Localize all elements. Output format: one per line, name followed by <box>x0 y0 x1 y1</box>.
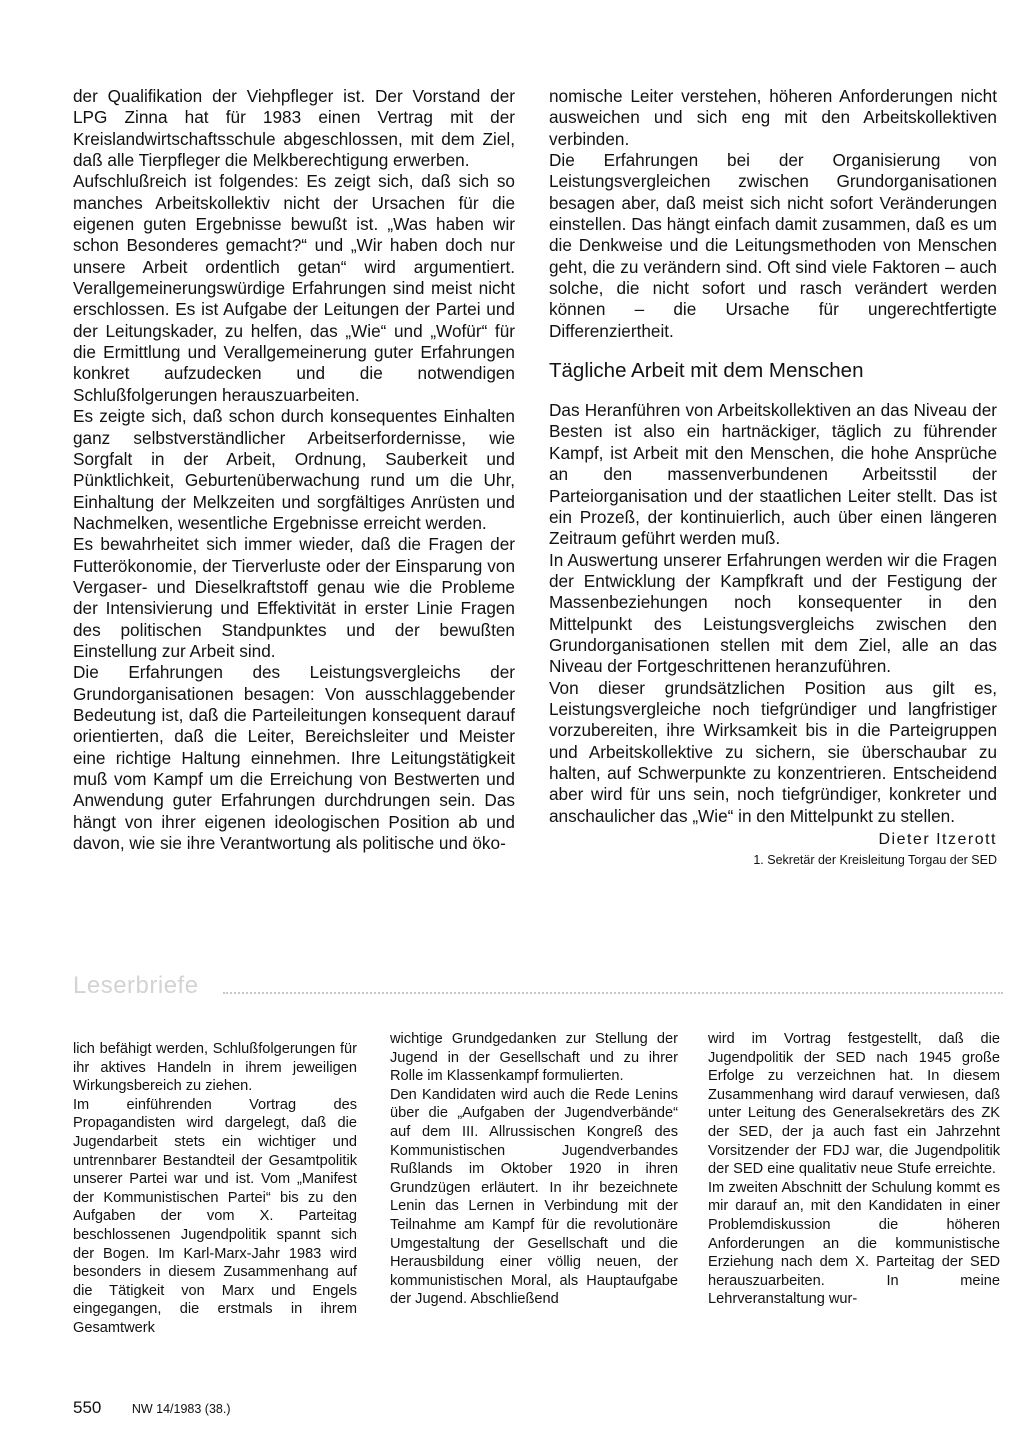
paragraph: Die Erfahrungen des Leistungsvergleichs der Grundorganisationen besagen: Von ausschlaggebender Bedeutung ist, daß die Parteileitungen konsequent darauf orientierten, daß die Leiter, Bereichsleiter und Meister eine richtige Haltung einnehmen. Ihre Leitungstätigkeit muß vom Kampf um die Erreichung von Bestwerten und Anwendung guter Erfahrungen durchdrungen sein. Das hängt von ihrer eigenen ideologischen Position ab und davon, wie sie ihre Verantwortung als politische und öko- <box>73 662 515 854</box>
paragraph: Den Kandidaten wird auch die Rede Lenins über die „Aufgaben der Jugendverbände“ auf dem III. Allrussischen Kongreß des Kommunistischen Jugendverbandes Rußlands im Oktober 1920 in ihren Grundzügen erläutert. In ihr bezeichnete Lenin das Lernen in Verbindung mit der Teilnahme am Kampf für die revolutionäre Umgestaltung der Gesellschaft und die Herausbildung einer völlig neuen, der kommunistischen Moral, als Hauptaufgabe der Jugend. Abschließend <box>390 1086 678 1308</box>
dotted-rule <box>223 992 1003 994</box>
section-divider <box>73 972 1003 1003</box>
paragraph: nomische Leiter verstehen, höheren Anforderungen nicht ausweichen und sich eng mit den Arbeitskollektiven verbinden. <box>549 86 997 149</box>
article-column-right <box>549 86 997 956</box>
issue-reference: NW 14/1983 (38.) <box>131 1402 231 1416</box>
paragraph: wird im Vortrag festgestellt, daß die Jugendpolitik der SED nach 1945 große Erfolge zu verzeichnen hat. In diesem Zusammenhang wird darauf verwiesen, daß unter Leitung des Generalsekretärs des ZK der SED, der ja auch fast ein Jahrzehnt Vorsitzender der FDJ war, die Jugendpolitik der SED eine qualitativ neue Stufe erreichte. <box>708 1031 1000 1178</box>
section-label: Leserbriefe <box>73 972 199 999</box>
author-role: 1. Sekretär der Kreisleitung Torgau der SED <box>753 853 997 867</box>
page-footer <box>73 1398 231 1418</box>
paragraph: Im einführenden Vortrag des Propagandisten wird dargelegt, daß die Jugendarbeit stets ein wichtiger und untrennbarer Bestandteil der Gesamtpolitik unserer Partei war und ist. Vom „Manifest der Kommunistischen Partei“ bis zu den Aufgaben der vom X. Parteitag beschlossenen Jugendpolitik spannt sich der Bogen. Im Karl-Marx-Jahr 1983 wird besonders in diesem Zusammenhang auf die Tätigkeit von Marx und Engels eingegangen, die erstmals in ihrem Gesamtwerk <box>73 1096 357 1336</box>
article-column-left <box>73 86 515 946</box>
paragraph: Es zeigte sich, daß schon durch konsequentes Einhalten ganz selbstverständlicher Arbeitserfordernisse, wie Sorgfalt in der Arbeit, Ordnung, Sauberkeit und Pünktlichkeit, Geburtenüberwachung rund um die Uhr, Einhaltung der Melkzeiten und sorgfältiges Anrüsten und Nachmelken, wesentliche Ergebnisse erreicht werden. <box>73 406 515 533</box>
paragraph: Das Heranführen von Arbeitskollektiven an das Niveau der Besten ist also ein hartnäckiger, täglich zu führender Kampf, ist Arbeit mit den Menschen, die hohe Ansprüche an den massenverbundenen Arbeitsstil der Parteiorganisation und der staatlichen Leiter stellt. Das ist ein Prozeß, der kontinuierlich, auch über einen längeren Zeitraum geführt werden muß. <box>549 400 997 549</box>
letters-column-1 <box>73 1040 357 1365</box>
paragraph: Im zweiten Abschnitt der Schulung kommt es mir darauf an, mit den Kandidaten in einer Problemdiskussion die höheren Anforderungen an die kommunistische Erziehung nach dem X. Parteitag der SED herauszuarbeiten. In meine Lehrveranstaltung wur- <box>708 1179 1000 1308</box>
paragraph: Aufschlußreich ist folgendes: Es zeigt sich, daß sich so manches Arbeitskollektiv nicht der Ursachen für die eigenen guten Ergebnisse bewußt ist. „Was haben wir schon Besonderes gemacht?“ und „Wir haben doch nur unsere Arbeit ordentlich getan“ wird argumentiert. Verallgemeinerungswürdige Erfahrungen sind meist nicht erschlossen. Es ist Aufgabe der Leitungen der Partei und der Leitungskader, zu helfen, das „Wie“ und „Wofür“ für die Ermittlung und Verallgemeinerung guter Erfahrungen konkret aufzudecken und die notwendigen Schlußfolgerungen herauszuarbeiten. <box>73 171 515 405</box>
letters-column-3 <box>708 1030 1000 1365</box>
paragraph: Die Erfahrungen bei der Organisierung von Leistungsvergleichen zwischen Grundorganisationen besagen aber, daß meist sich nicht sofort Veränderungen einstellen. Das hängt einfach damit zusammen, daß es um die Denkweise und die Leitungsmethoden von Menschen geht, die zu verändern sind. Oft sind viele Faktoren – auch solche, die nicht sofort und rasch verändert werden können – die Ursache für ungerechtfertigte Differenziertheit. <box>549 150 997 341</box>
paragraph: In Auswertung unserer Erfahrungen werden wir die Fragen der Entwicklung der Kampfkraft und der Festigung der Massenbeziehungen noch konsequenter in den Mittelpunkt des Leistungsvergleichs zwischen den Grundorganisationen stellen mit dem Ziel, alle an das Niveau der Fortgeschrittenen heranzuführen. <box>549 549 997 677</box>
paragraph: der Qualifikation der Viehpfleger ist. Der Vorstand der LPG Zinna hat für 1983 einen Vertrag mit der Kreislandwirtschaftsschule abgeschlossen, mit dem Ziel, daß alle Tierpfleger die Melkberechtigung erwerben. <box>73 86 515 171</box>
paragraph: lich befähigt werden, Schlußfolgerungen für ihr aktives Handeln in ihrem jeweiligen Wirkungsbereich zu ziehen. <box>73 1041 357 1095</box>
section-heading: Tägliche Arbeit mit dem Menschen <box>549 359 864 383</box>
letters-column-2 <box>390 1030 678 1365</box>
paragraph: Es bewahrheitet sich immer wieder, daß die Fragen der Futterökonomie, der Tierverluste oder der Einsparung von Vergaser- und Dieselkraftstoff genau wie die Probleme der Intensivierung und Effektivität in erster Linie Fragen des politischen Standpunktes und der bewußten Einstellung zur Arbeit sind. <box>73 534 515 661</box>
paragraph: wichtige Grundgedanken zur Stellung der Jugend in der Gesellschaft und zu ihrer Rolle im Klassenkampf formulierten. <box>390 1031 678 1085</box>
author-name: Dieter Itzerott <box>878 831 997 848</box>
paragraph: Von dieser grundsätzlichen Position aus gilt es, Leistungsvergleiche noch tiefgründiger und langfristiger vorzubereiten, ihre Wirksamkeit bis in die Parteigruppen und Arbeitskollektive zu sichern, sie überschaubar zu halten, auf Schwerpunkte zu konzentrieren. Entscheidend aber wird für uns sein, noch tiefgründiger, konkreter und anschaulicher das „Wie“ in den Mittelpunkt zu stellen. <box>549 677 997 826</box>
page-number: 550 <box>73 1398 102 1417</box>
